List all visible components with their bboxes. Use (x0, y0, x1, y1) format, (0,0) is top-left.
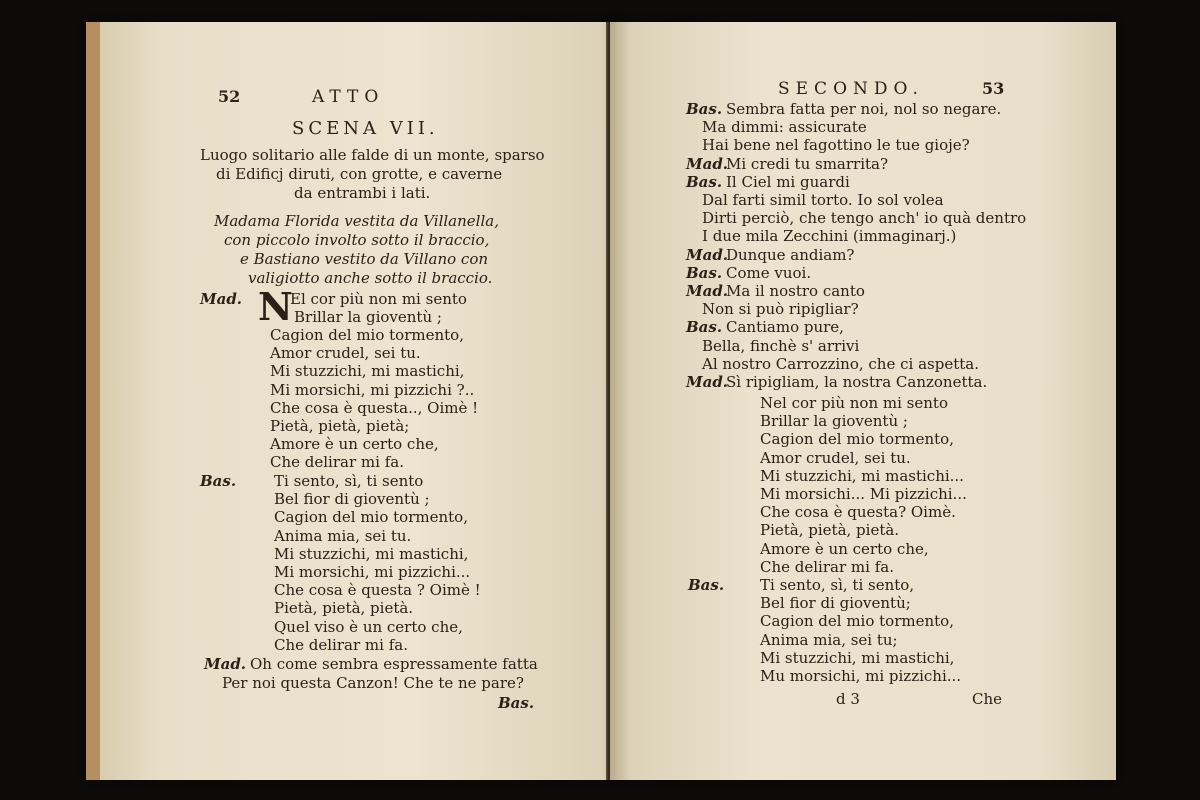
speaker-label: Mad. (200, 290, 243, 308)
stage-direction-line: valigiotto anche sotto il braccio. (248, 269, 493, 287)
setting-line: da entrambi i lati. (294, 184, 431, 202)
verse-line: Mi morsichi... Mi pizzichi... (760, 485, 967, 503)
verse-line: Cagion del mio tormento, (274, 508, 468, 527)
verse-line: Che cosa è questa ? Oimè ! (274, 581, 481, 600)
dialogue-line: Dirti perciò, che tengo anch' io quà dentro (702, 209, 1027, 228)
verse-line: Cagion del mio tormento, (270, 326, 464, 344)
dialogue-line: Oh come sembra espressamente fatta (250, 655, 538, 673)
verse-line: Che cosa è questa.., Oimè ! (270, 398, 479, 417)
dialogue-line: Per noi questa Canzon! Che te ne pare? (222, 674, 524, 692)
dialogue-line: Ma dimmi: assicurate (702, 118, 867, 137)
verse-line: Amor crudel, sei tu. (270, 344, 421, 363)
signature-mark: d 3 (836, 690, 860, 708)
verse-line: Mi stuzzichi, mi mastichi, (274, 544, 469, 563)
dialogue-line: Hai bene nel fagottino le tue gioje? (702, 136, 970, 155)
verse-line: Nel cor più non mi sento (760, 394, 948, 412)
setting-line: Luogo solitario alle falde di un monte, sparso (200, 146, 545, 164)
speaker-label: Mad. (686, 282, 729, 300)
verse-line: Amore è un certo che, (760, 539, 929, 558)
verse-line: Bel fior di gioventù; (760, 594, 911, 613)
verse-line: Mi morsichi, mi pizzichi... (274, 563, 471, 581)
speaker-label: Bas. (686, 100, 723, 118)
running-head: SECONDO. (778, 79, 924, 99)
speaker-label: Bas. (686, 318, 723, 337)
verse-line: Anima mia, sei tu; (760, 630, 898, 649)
speaker-label: Mad. (686, 154, 729, 173)
verse-line: Cagion del mio tormento, (760, 612, 954, 631)
verse-line: Pietà, pietà, pietà; (270, 417, 410, 435)
drop-cap: N (258, 284, 293, 329)
speaker-label: Bas. (686, 172, 723, 191)
dialogue-line: Come vuoi. (726, 263, 812, 282)
dialogue-line: Bella, finchè s' arrivi (702, 336, 860, 355)
dialogue-line: Dunque andiam? (726, 245, 855, 264)
verse-line: Mi stuzzichi, mi mastichi, (760, 648, 955, 667)
dialogue-line: Non si può ripigliar? (702, 300, 859, 319)
verse-line: El cor più non mi sento (290, 290, 467, 308)
verse-line: Che delirar mi fa. (270, 453, 404, 472)
page-number: 52 (218, 87, 241, 106)
scene-title: SCENA VII. (292, 118, 439, 139)
speaker-label: Bas. (200, 472, 237, 490)
verse-line: Amor crudel, sei tu. (760, 448, 911, 467)
speaker-label: Mad. (686, 373, 729, 391)
verse-line: Brillar la gioventù ; (294, 308, 442, 326)
setting-line: di Edificj diruti, con grotte, e caverne (216, 165, 503, 183)
verse-line: Che delirar mi fa. (760, 557, 894, 576)
dialogue-line: Al nostro Carrozzino, che ci aspetta. (702, 354, 979, 373)
verse-line: Mi stuzzichi, mi mastichi, (270, 362, 465, 381)
page-number: 53 (982, 79, 1005, 98)
stage-direction-line: con piccolo involto sotto il braccio, (224, 231, 490, 249)
stage-direction-line: e Bastiano vestito da Villano con (240, 250, 489, 268)
verse-line: Mu morsichi, mi pizzichi... (760, 667, 962, 685)
verse-line: Mi morsichi, mi pizzichi ?.. (270, 380, 475, 399)
verse-line: Mi stuzzichi, mi mastichi... (760, 466, 964, 485)
dialogue-line: Ma il nostro canto (726, 282, 865, 300)
dialogue-line: I due mila Zecchini (immaginarj.) (702, 227, 957, 246)
dialogue-line: Cantiamo pure, (726, 318, 844, 337)
right-page (610, 22, 1116, 780)
verse-line: Pietà, pietà, pietà. (760, 521, 900, 540)
left-page (86, 22, 622, 780)
dialogue-line: Sì ripigliam, la nostra Canzonetta. (726, 373, 988, 391)
verse-line: Bel fior di gioventù ; (274, 490, 430, 509)
open-book (86, 22, 1116, 780)
catchword: Bas. (498, 694, 535, 712)
verse-line: Ti sento, sì, ti sento, (760, 576, 915, 594)
stage-direction-line: Madama Florida vestita da Villanella, (214, 212, 499, 230)
speaker-label: Bas. (686, 263, 723, 282)
dialogue-line: Dal farti simil torto. Io sol volea (702, 191, 944, 209)
dialogue-line: Mi credi tu smarrita? (726, 154, 889, 173)
running-head: ATTO (312, 87, 385, 107)
verse-line: Brillar la gioventù ; (760, 412, 908, 431)
verse-line: Quel viso è un certo che, (274, 617, 463, 636)
verse-line: Amore è un certo che, (270, 435, 439, 454)
dialogue-line: Sembra fatta per noi, nol so negare. (726, 100, 1002, 118)
verse-line: Che cosa è questa? Oimè. (760, 503, 956, 522)
speaker-label: Mad. (204, 655, 247, 673)
verse-line: Cagion del mio tormento, (760, 430, 954, 449)
speaker-label: Bas. (688, 576, 725, 594)
verse-line: Che delirar mi fa. (274, 635, 408, 654)
speaker-label: Mad. (686, 245, 729, 264)
catchword: Che (972, 690, 1003, 708)
verse-line: Ti sento, sì, ti sento (274, 472, 424, 490)
verse-line: Anima mia, sei tu. (274, 526, 412, 545)
verse-line: Pietà, pietà, pietà. (274, 599, 414, 618)
dialogue-line: Il Ciel mi guardi (726, 172, 850, 191)
